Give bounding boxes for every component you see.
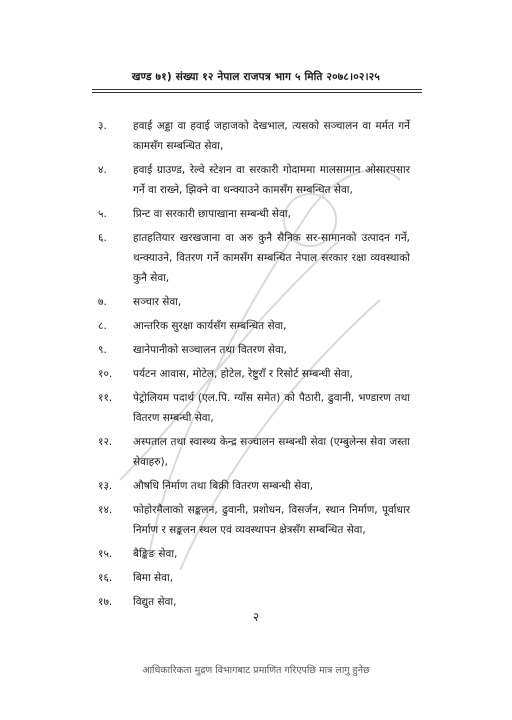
item-number: ७. [98,296,107,308]
item-text: पर्यटन आवास, मोटेल, होटेल, रेष्टुराँ र रिसोर्ट सम्बन्धी सेवा, [133,368,353,380]
item-number: ५. [98,208,107,220]
page-footer: आधिकारिकता मुद्रण विभागबाट प्रमाणित गरिएपछि मात्र लागु हुनेछ [142,665,370,676]
item-text: प्रिन्ट वा सरकारी छापाखाना सम्बन्धी सेवा, [133,208,291,220]
item-number: ४. [98,164,107,176]
item-text: पेट्रोलियम पदार्थ (एल.पि. ग्याँस समेत) को पैठारी, ढुवानी, भण्डारण तथा वितरण सम्बन्धी सेवा, [133,392,410,424]
item-number: ६. [98,232,107,244]
page-number: २ [252,610,260,624]
item-text: अस्पताल तथा स्वास्थ्य केन्द्र सञ्चालन सम्बन्धी सेवा (एम्बुलेन्स सेवा जस्ता सेवाहरु), [133,436,410,468]
list-item [98,340,410,360]
header-rule-bottom [92,92,422,93]
service-list [98,116,410,612]
list-item [98,204,410,224]
item-text: हातहतियार खरखजाना वा अरु कुनै सैनिक सर-सामानको उत्पादन गर्ने, थन्क्याउने, वितरण गर्ने कामसँग सम्बन्धित नेपाल सरकार रक्षा व्यवस्थाको कुनै सेवा, [133,232,410,284]
item-number: ११. [98,392,113,404]
item-number: १५. [98,548,113,560]
item-number: १३. [98,480,113,492]
item-number: ९. [98,344,107,356]
header-rule-top [92,89,422,90]
item-text: हवाई अड्डा वा हवाई जहाजको देखभाल, त्यसको सञ्चालन वा मर्मत गर्ने कामसँग सम्बन्धित सेवा, [133,120,410,152]
item-text: हवाई ग्राउण्ड, रेल्वे स्टेशन वा सरकारी गोदाममा मालसामान ओसारपसार गर्ने वा राख्ने, झिक्ने वा थन्क्याउने कामसँग सम्बन्धित सेवा, [133,164,410,196]
item-number: १२. [98,436,113,448]
item-number: १४. [98,504,113,516]
list-item [98,316,410,336]
item-number: १७. [98,596,113,608]
item-text: फोहोरमैलाको सङ्कलन, ढुवानी, प्रशोधन, विसर्जन, स्थान निर्माण, पूर्वाधार निर्माण र सङ्कलन स्थल एवं व्यवस्थापन क्षेत्रसँग सम्बन्धित सेवा, [133,504,410,536]
item-text: सञ्चार सेवा, [133,296,182,308]
list-item [98,500,410,540]
list-item [98,476,410,496]
item-text: औषधि निर्माण तथा बिक्री वितरण सम्बन्धी सेवा, [133,480,314,492]
item-text: बैङ्किङ सेवा, [133,548,178,560]
list-item [98,116,410,156]
item-text: आन्तरिक सुरक्षा कार्यसँग सम्बन्धित सेवा, [133,320,287,332]
list-item [98,292,410,312]
list-item [98,432,410,472]
list-item [98,544,410,564]
item-number: ८. [98,320,107,332]
item-number: ३. [98,120,107,132]
item-number: १०. [98,368,113,380]
list-item [98,388,410,428]
list-item [98,228,410,288]
item-text: खानेपानीको सञ्चालन तथा वितरण सेवा, [133,344,287,356]
item-number: १६. [98,572,113,584]
item-text: विद्युत सेवा, [133,596,177,608]
page-header: खण्ड ७१) संख्या १२ नेपाल राजपत्र भाग ५ मिति २०७८।०२।२५ [131,71,381,83]
item-text: बिमा सेवा, [133,572,174,584]
list-item [98,364,410,384]
list-item [98,160,410,200]
list-item [98,568,410,588]
